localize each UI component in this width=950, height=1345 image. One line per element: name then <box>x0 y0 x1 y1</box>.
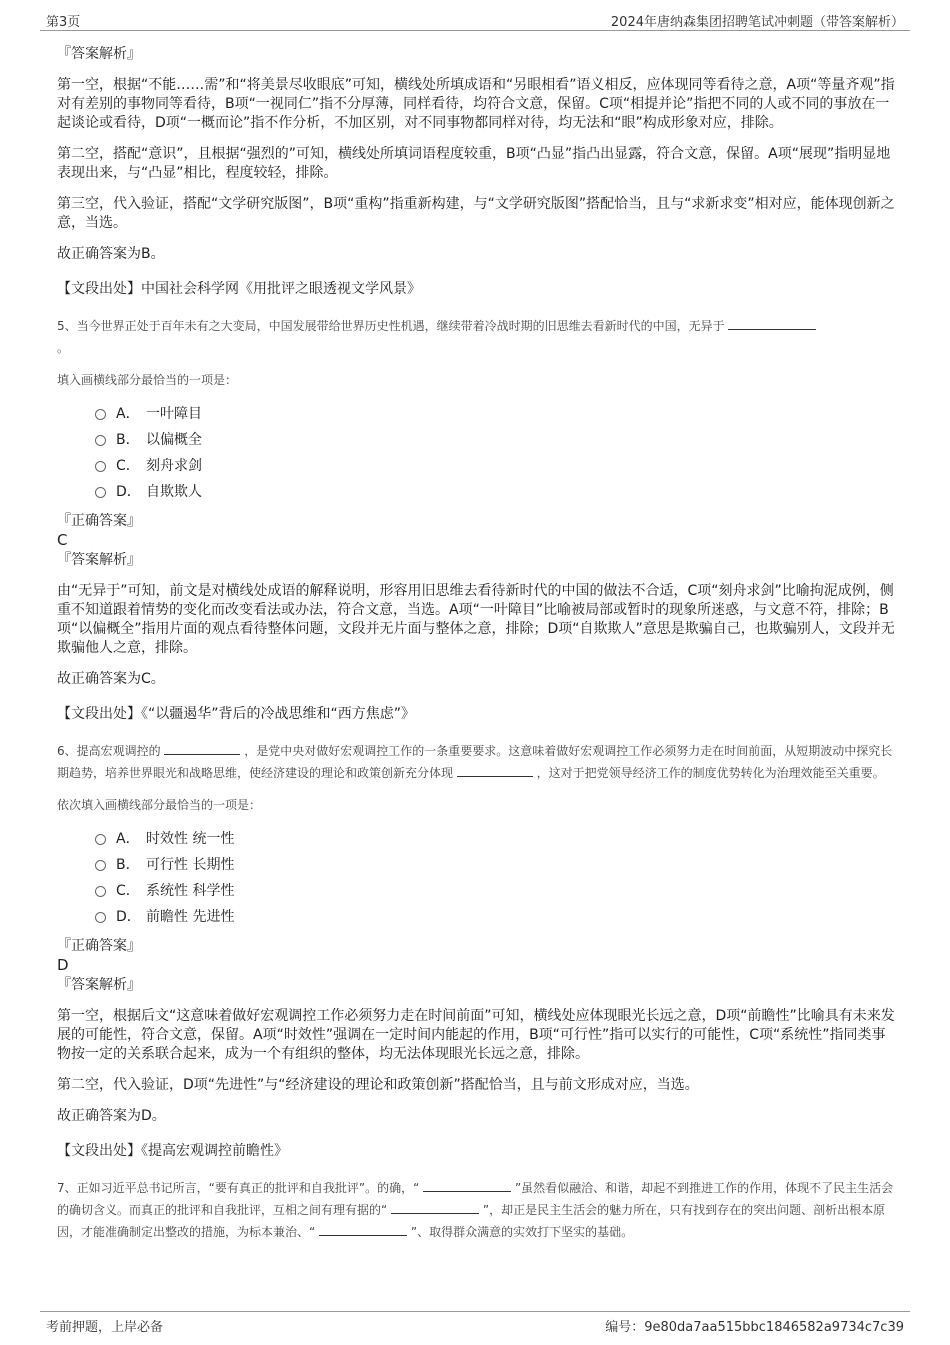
option-d[interactable]: D． 前瞻性 先进性 <box>95 904 897 930</box>
radio-button[interactable] <box>95 912 106 923</box>
option-a[interactable]: A． 一叶障目 <box>95 401 897 427</box>
document-body <box>57 44 897 1243</box>
document-id: 编号：9e80da7aa515bbc1846582a9734c7c39 <box>605 1320 904 1335</box>
correct-answer-label: 『正确答案』 <box>57 938 141 954</box>
question-5-options <box>95 401 897 505</box>
option-a[interactable]: A． 时效性 统一性 <box>95 826 897 852</box>
option-b[interactable]: B． 可行性 长期性 <box>95 852 897 878</box>
analysis-label: 『答案解析』 <box>57 977 141 993</box>
option-c[interactable]: C． 系统性 科学性 <box>95 878 897 904</box>
analysis-paragraph: 由“无异于”可知，前文是对横线处成语的解释说明，形容用旧思维去看待新时代的中国的做法不合适，C项“刻舟求剑”比喻拘泥成例，侧重不知道跟着情势的变化而改变看法或办法，符合文意，当选。A项“一叶障目”比喻被局部或暂时的现象所迷惑，与文意不符，排除；B项“以偏概全”指用片面的观点看待整体问题，文段并无片面与整体之意，排除；D项“自欺欺人”意思是欺骗自己，也欺骗别人，文段并无欺骗他人之意，排除。 <box>57 583 895 656</box>
page-number: 第3页 <box>46 15 81 30</box>
correct-answer-label: 『正确答案』 <box>57 513 141 529</box>
answer-blank <box>164 742 240 755</box>
conclusion: 故正确答案为D。 <box>57 1108 166 1124</box>
correct-answer: D <box>57 956 69 974</box>
analysis-paragraph: 第二空，代入验证，D项“先进性”与“经济建设的理论和政策创新”搭配恰当，且与前文形成对应，当选。 <box>57 1077 699 1093</box>
question-6-text: 6、提高宏观调控的 ，是党中央对做好宏观调控工作的一条重要要求。这意味着做好宏观调控工作必须努力走在时间前面，从短期波动中探究长期趋势，培养世界眼光和战略思维，使经济建设的理论和政策创新充分体现 ，这对于把党领导经济工作的制度优势转化为治理效能至关重要。 <box>57 744 893 780</box>
radio-button[interactable] <box>95 834 106 845</box>
analysis-paragraph: 第二空，搭配“意识”，且根据“强烈的”可知，横线处所填词语程度较重，B项“凸显”指凸出显露，符合文意，保留。A项“展现”指明显地表现出来，与“凸显”相比，程度较轻，排除。 <box>57 146 891 181</box>
analysis-paragraph: 第一空，根据“不能……需”和“将美景尽收眼底”可知，横线处所填成语和“另眼相看”语义相反，应体现同等看待之意，A项“等量齐观”指对有差别的事物同等看待，B项“一视同仁”指不分厚薄，同样看待，均符合文意，保留。C项“相提并论”指把不同的人或不同的事放在一起谈论或看待，D项“一概而论”指不作分析，不加区别，对不同事物都同样对待，均无法和“眼”构成形象对应，排除。 <box>57 77 895 131</box>
analysis-label: 『答案解析』 <box>57 552 141 568</box>
question-5-text-a: 5、当今世界正处于百年未有之大变局，中国发展带给世界历史性机遇，继续带着冷战时期的旧思维去看新时代的中国，无异于 <box>57 319 725 333</box>
footer-slogan: 考前押题，上岸必备 <box>46 1320 164 1335</box>
radio-button[interactable] <box>95 487 106 498</box>
page-header <box>40 8 910 31</box>
radio-button[interactable] <box>95 409 106 420</box>
option-c[interactable]: C． 刻舟求剑 <box>95 453 897 479</box>
source-line: 【文段出处】《提高宏观调控前瞻性》 <box>57 1143 288 1159</box>
answer-blank <box>319 1223 407 1236</box>
question-7-text: 7、正如习近平总书记所言，“要有真正的批评和自我批评”。的确，“ ”虽然看似融洽、和谐，却起不到推进工作的作用，体现不了民主生活会的确切含义。而真正的批评和自我批评，互相之间有理有据的“ ”，却正是民主生活会的魅力所在，只有找到存在的突出问题、剖析出根本原因，才能准确制定出整改的措施，为标本兼治、“ ”、取得群众满意的实效打下坚实的基础。 <box>57 1181 894 1239</box>
analysis-label: 『答案解析』 <box>57 46 141 62</box>
radio-button[interactable] <box>95 435 106 446</box>
answer-blank <box>457 764 533 777</box>
question-6-options <box>95 826 897 930</box>
conclusion: 故正确答案为C。 <box>57 671 165 687</box>
analysis-paragraph: 第一空，根据后文“这意味着做好宏观调控工作必须努力走在时间前面”可知，横线处应体现眼光长远之意，D项“前瞻性”比喻具有未来发展的可能性，符合文意，保留。A项“时效性”强调在一定时间内能起的作用，B项“可行性”指可以实行的可能性，C项“系统性”指同类事物按一定的关系联合起来，成为一个有组织的整体，均无法体现眼光长远之意，排除。 <box>57 1008 895 1062</box>
answer-blank <box>391 1201 479 1214</box>
question-6-instruction: 依次填入画横线部分最恰当的一项是： <box>57 798 262 812</box>
analysis-paragraph: 第三空，代入验证，搭配“文学研究版图”，B项“重构”指重新构建，与“文学研究版图”搭配恰当，且与“求新求变”相对应，能体现创新之意，当选。 <box>57 196 895 231</box>
source-line: 【文段出处】《“以疆遏华”背后的冷战思维和“西方焦虑”》 <box>57 706 416 722</box>
answer-blank <box>423 1179 511 1192</box>
radio-button[interactable] <box>95 886 106 897</box>
option-d[interactable]: D． 自欺欺人 <box>95 479 897 505</box>
question-5-text <box>57 315 897 359</box>
option-b[interactable]: B． 以偏概全 <box>95 427 897 453</box>
document-title: 2024年唐纳森集团招聘笔试冲刺题（带答案解析） <box>610 15 904 30</box>
source-line: 【文段出处】中国社会科学网《用批评之眼透视文学风景》 <box>57 281 421 297</box>
question-5-text-b: 。 <box>57 341 70 355</box>
radio-button[interactable] <box>95 860 106 871</box>
page-footer <box>40 1311 910 1336</box>
answer-blank <box>728 317 816 330</box>
correct-answer: C <box>57 531 68 549</box>
radio-button[interactable] <box>95 461 106 472</box>
question-5-instruction: 填入画横线部分最恰当的一项是： <box>57 373 238 387</box>
conclusion: 故正确答案为B。 <box>57 246 165 262</box>
